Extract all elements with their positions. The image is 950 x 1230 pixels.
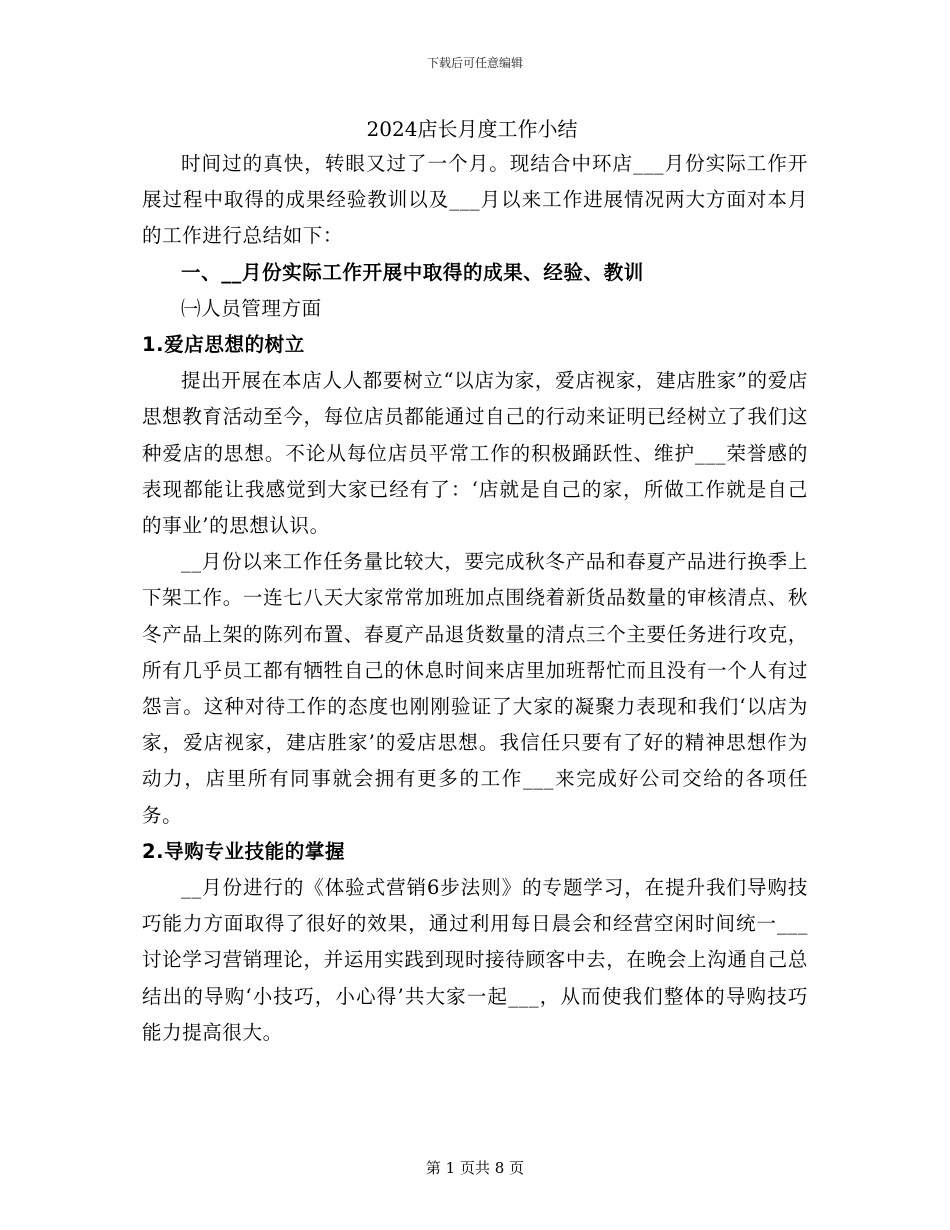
page-header: 下载后可任意编辑: [426, 56, 523, 70]
subheading-sales-skills: 2.导购专业技能的掌握: [142, 839, 346, 863]
subsection-heading-personnel: ㈠人员管理方面: [181, 296, 322, 320]
workload-paragraph: __月份以来工作任务量比较大，要完成秋冬产品和春夏产品进行换季上下架工作。一连七八天大家常常加班加点围绕着新货品数量的审核清点、秋冬产品上架的陈列布置、春夏产品退货数量的清点三个主要任务进行攻克，所有几乎员工都有牺牲自己的休息时间来店里加班帮忙而且没有一个人有过怨言。这种对待工作的态度也刚刚验证了大家的凝聚力表现和我们‘以店为家，爱店视家，建店胜家’的爱店思想。我信任只要有了好的精神思想作为动力，店里所有同事就会拥有更多的工作___来完成好公司交给的各项任务。: [142, 550, 808, 827]
page-number: 第 1 页共 8 页: [425, 1159, 525, 1177]
subheading-store-spirit: 1.爱店思想的树立: [142, 333, 305, 357]
store-spirit-paragraph: 提出开展在本店人人都要树立“以店为家，爱店视家，建店胜家”的爱店思想教育活动至今，每位店员都能通过自己的行动来证明已经树立了我们这种爱店的思想。不论从每位店员平常工作的积极踊跃性、维护___荣誉感的表现都能让我感觉到大家已经有了：‘店就是自己的家，所做工作就是自己的事业’的思想认识。: [142, 369, 808, 538]
document-body: [142, 146, 808, 1051]
section-heading-1: 一、__月份实际工作开展中取得的成果、经验、教训: [181, 260, 644, 284]
sales-skills-paragraph: __月份进行的《体验式营销6步法则》的专题学习，在提升我们导购技巧能力方面取得了很好的效果，通过利用每日晨会和经营空闲时间统一___讨论学习营销理论，并运用实践到现时接待顾客中去，在晚会上沟通自己总结出的导购‘小技巧，小心得’共大家一起___，从而使我们整体的导购技巧能力提高很大。: [142, 876, 808, 1044]
document-title: 2024店长月度工作小结: [366, 117, 578, 141]
intro-paragraph: 时间过的真快，转眼又过了一个月。现结合中环店___月份实际工作开展过程中取得的成果经验教训以及___月以来工作进展情况两大方面对本月的工作进行总结如下：: [142, 152, 808, 248]
